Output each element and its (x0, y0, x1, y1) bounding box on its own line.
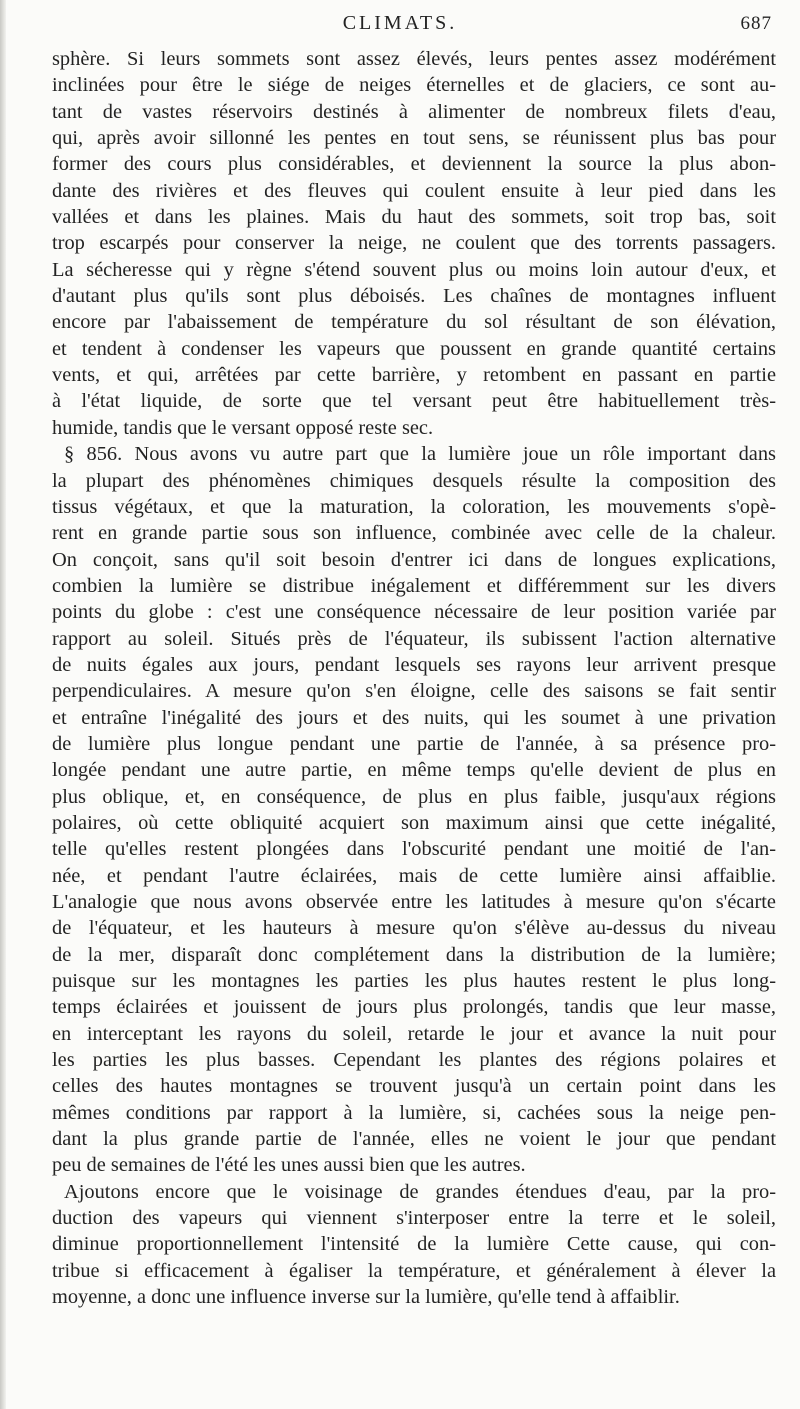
text-line: celles des hautes montagnes se trouvent jusqu'à un certain point dans les (52, 1075, 776, 1098)
section-start-line: § 856. Nous avons vu autre part que la lumière joue un rôle important dans (64, 443, 776, 466)
running-header (0, 12, 800, 42)
text-line: La sécheresse qui y règne s'étend souvent plus ou moins loin autour d'eux, et (52, 258, 776, 281)
text-line: combien la lumière se distribue inégalement et différemment sur les divers (52, 574, 776, 597)
text-line: temps éclairées et jouissent de jours plus prolongés, tandis que leur masse, (52, 996, 776, 1019)
text-line: dante des rivières et des fleuves qui coulent ensuite à leur pied dans les (52, 179, 776, 202)
text-line: de lumière plus longue pendant une partie de l'année, à sa présence pro- (52, 732, 776, 755)
text-line: la plupart des phénomènes chimiques desquels résulte la composition des (52, 469, 776, 492)
text-line: L'analogie que nous avons observée entre les latitudes à mesure qu'on s'écarte (52, 891, 776, 913)
text-line: perpendiculaires. A mesure qu'on s'en éloigne, celle des saisons se fait sentir (52, 680, 776, 703)
text-line: puisque sur les montagnes les parties les plus hautes restent le plus long- (52, 970, 776, 993)
text-line: vallées et dans les plaines. Mais du haut des sommets, soit trop bas, soit (52, 206, 776, 229)
paragraph-start-line: Ajoutons encore que le voisinage de grandes étendues d'eau, par la pro- (64, 1180, 776, 1203)
text-line: telle qu'elles restent plongées dans l'obscurité pendant une moitié de l'an- (52, 838, 776, 861)
text-line: duction des vapeurs qui viennent s'interposer entre la terre et le soleil, (52, 1207, 776, 1230)
text-line: rapport au soleil. Situés près de l'équateur, ils subissent l'action alternative (52, 627, 776, 650)
text-line: longée pendant une autre partie, en même temps qu'elle devient de plus en (52, 759, 776, 782)
text-line: en interceptant les rayons du soleil, retarde le jour et avance la nuit pour (52, 1022, 776, 1045)
text-line: former des cours plus considérables, et deviennent la source la plus abon- (52, 153, 776, 176)
text-line: points du globe : c'est une conséquence nécessaire de leur position variée par (52, 601, 776, 624)
body-text (52, 46, 776, 1311)
text-line: tant de vastes réservoirs destinés à alimenter de nombreux filets d'eau, (52, 100, 776, 123)
text-line: dant la plus grande partie de l'année, elles ne voient le jour que pendant (52, 1128, 776, 1151)
text-line: On conçoit, sans qu'il soit besoin d'entrer ici dans de longues explications, (52, 548, 776, 571)
text-line: vents, et qui, arrêtées par cette barrière, y retombent en passant en partie (52, 364, 776, 387)
text-line: mêmes conditions par rapport à la lumière, si, cachées sous la neige pen- (52, 1101, 776, 1124)
text-line: née, et pendant l'autre éclairées, mais de cette lumière ainsi affaiblie. (52, 864, 776, 887)
text-line: plus oblique, et, en conséquence, de plus en plus faible, jusqu'aux régions (52, 785, 776, 808)
text-line: tribue si efficacement à égaliser la température, et généralement à élever la (52, 1259, 776, 1282)
text-line: tissus végétaux, et que la maturation, la coloration, les mouvements s'opè- (52, 495, 776, 518)
text-line: inclinées pour être le siége de neiges éternelles et de glaciers, ce sont au- (52, 74, 776, 97)
page-number: 687 (740, 13, 772, 34)
text-line: de l'équateur, et les hauteurs à mesure qu'on s'élève au-dessus du niveau (52, 917, 776, 940)
paragraph-end-line: peu de semaines de l'été les unes aussi bien que les autres. (52, 1154, 526, 1177)
text-line: qui, après avoir sillonné les pentes en tout sens, se réunissent plus bas pour (52, 127, 776, 150)
page-binding-edge (0, 0, 6, 1409)
text-line: et tendent à condenser les vapeurs que poussent en grande quantité certains (52, 337, 776, 360)
text-line: de la mer, disparaît donc complétement dans la distribution de la lumière; (52, 943, 776, 966)
text-line: sphère. Si leurs sommets sont assez élevés, leurs pentes assez modérément (52, 48, 776, 70)
text-line: diminue proportionnellement l'intensité de la lumière Cette cause, qui con- (52, 1233, 776, 1256)
text-line: de nuits égales aux jours, pendant lesquels ses rayons leur arrivent presque (52, 653, 776, 676)
text-line: à l'état liquide, de sorte que tel versant peut être habituellement très- (52, 390, 776, 413)
text-line: polaires, où cette obliquité acquiert son maximum ainsi que cette inégalité, (52, 811, 776, 834)
paragraph-end-line: humide, tandis que le versant opposé reste sec. (52, 416, 434, 439)
text-line: les parties les plus basses. Cependant les plantes des régions polaires et (52, 1049, 776, 1072)
text-line: rent en grande partie sous son influence, combinée avec celle de la chaleur. (52, 522, 776, 545)
running-title: CLIMATS. (342, 12, 458, 34)
paragraph-end-line: moyenne, a donc une influence inverse sur la lumière, qu'elle tend à affaiblir. (52, 1286, 680, 1309)
text-line: et entraîne l'inégalité des jours et des nuits, qui les soumet à une privation (52, 706, 776, 729)
text-line: encore par l'abaissement de température du sol résultant de son élévation, (52, 311, 776, 334)
text-line: trop escarpés pour conserver la neige, ne coulent que des torrents passagers. (52, 232, 776, 255)
text-line: d'autant plus qu'ils sont plus déboisés. Les chaînes de montagnes influent (52, 285, 776, 308)
